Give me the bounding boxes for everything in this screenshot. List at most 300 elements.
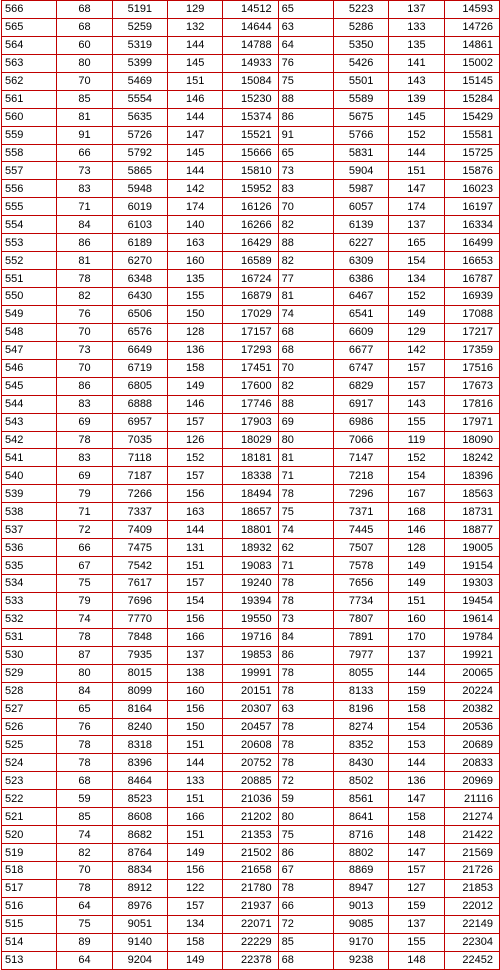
table-cell: 81 [278,449,333,467]
table-cell: 78 [57,270,112,288]
table-cell: 535 [2,557,57,575]
table-cell: 6467 [333,288,388,306]
table-cell: 74 [278,521,333,539]
table-cell: 66 [278,897,333,915]
table-cell: 70 [57,323,112,341]
table-cell: 546 [2,359,57,377]
table-cell: 160 [167,252,222,270]
table-cell: 149 [167,844,222,862]
table-cell: 8133 [333,682,388,700]
table-cell: 8099 [112,682,167,700]
table-cell: 6805 [112,377,167,395]
table-cell: 158 [389,700,444,718]
table-cell: 6576 [112,323,167,341]
table-cell: 561 [2,90,57,108]
table-cell: 537 [2,521,57,539]
table-cell: 19853 [223,646,278,664]
table-cell: 59 [57,790,112,808]
table-cell: 519 [2,844,57,862]
table-cell: 73 [278,610,333,628]
table-cell: 154 [389,252,444,270]
table-cell: 78 [57,879,112,897]
table-cell: 6649 [112,341,167,359]
table-cell: 9085 [333,915,388,933]
table-cell: 137 [389,915,444,933]
table-cell: 19454 [444,592,499,610]
table-cell: 9238 [333,951,388,969]
table-cell: 154 [389,718,444,736]
table-cell: 21502 [223,844,278,862]
table-cell: 22378 [223,951,278,969]
table-cell: 6609 [333,323,388,341]
table-cell: 8523 [112,790,167,808]
table-row [2,323,500,341]
table-cell: 5987 [333,180,388,198]
table-cell: 73 [57,162,112,180]
table-cell: 5904 [333,162,388,180]
table-cell: 18563 [444,485,499,503]
table-cell: 8396 [112,754,167,772]
table-cell: 152 [389,288,444,306]
table-cell: 8764 [112,844,167,862]
table-cell: 76 [278,54,333,72]
table-cell: 21422 [444,826,499,844]
table-cell: 59 [278,790,333,808]
table-row [2,18,500,36]
table-cell: 15084 [223,72,278,90]
table-row [2,646,500,664]
table-cell: 6957 [112,413,167,431]
table-row [2,592,500,610]
table-cell: 21658 [223,862,278,880]
table-cell: 16939 [444,288,499,306]
table-cell: 81 [278,288,333,306]
table-cell: 78 [57,431,112,449]
table-cell: 15810 [223,162,278,180]
table-cell: 15876 [444,162,499,180]
table-cell: 168 [389,503,444,521]
table-cell: 20969 [444,772,499,790]
table-cell: 174 [389,198,444,216]
table-cell: 143 [389,72,444,90]
table-row [2,610,500,628]
table-cell: 78 [278,575,333,593]
table-cell: 86 [57,234,112,252]
table-cell: 7807 [333,610,388,628]
table-cell: 76 [57,718,112,736]
table-cell: 147 [389,790,444,808]
table-cell: 146 [167,90,222,108]
table-cell: 14512 [223,1,278,19]
table-cell: 20151 [223,682,278,700]
table-cell: 523 [2,772,57,790]
table-cell: 5554 [112,90,167,108]
table-cell: 562 [2,72,57,90]
table-cell: 5223 [333,1,388,19]
table-cell: 72 [278,915,333,933]
table-row [2,575,500,593]
table-cell: 149 [389,557,444,575]
table-cell: 128 [167,323,222,341]
table-row [2,826,500,844]
table-cell: 17157 [223,323,278,341]
table-cell: 134 [167,915,222,933]
table-cell: 84 [57,216,112,234]
table-cell: 21780 [223,879,278,897]
table-cell: 8834 [112,862,167,880]
table-cell: 15284 [444,90,499,108]
table-cell: 70 [57,862,112,880]
table-cell: 531 [2,628,57,646]
table-cell: 19240 [223,575,278,593]
table-cell: 5831 [333,144,388,162]
table-cell: 17451 [223,359,278,377]
table-cell: 148 [389,951,444,969]
table-cell: 71 [57,503,112,521]
table-cell: 7696 [112,592,167,610]
table-cell: 83 [57,395,112,413]
table-row [2,305,500,323]
table-row [2,700,500,718]
table-cell: 18657 [223,503,278,521]
table-cell: 88 [278,90,333,108]
table-row [2,252,500,270]
table-cell: 151 [167,72,222,90]
table-row [2,270,500,288]
table-cell: 7656 [333,575,388,593]
table-cell: 8976 [112,897,167,915]
table-cell: 144 [167,754,222,772]
table-cell: 80 [278,431,333,449]
table-cell: 7266 [112,485,167,503]
table-cell: 129 [167,1,222,19]
table-cell: 83 [57,180,112,198]
table-cell: 74 [278,305,333,323]
table-cell: 8912 [112,879,167,897]
table-row [2,234,500,252]
table-cell: 137 [167,646,222,664]
table-cell: 78 [278,754,333,772]
table-cell: 159 [389,682,444,700]
table-cell: 17600 [223,377,278,395]
table-cell: 71 [57,198,112,216]
table-cell: 7371 [333,503,388,521]
table-row [2,628,500,646]
table-cell: 532 [2,610,57,628]
table-row [2,144,500,162]
table-cell: 70 [57,359,112,377]
table-cell: 518 [2,862,57,880]
table-cell: 8802 [333,844,388,862]
table-cell: 19303 [444,575,499,593]
table-cell: 86 [278,844,333,862]
table-cell: 70 [278,359,333,377]
table-cell: 18090 [444,431,499,449]
table-cell: 146 [389,521,444,539]
table-cell: 119 [389,431,444,449]
table-row [2,879,500,897]
table-cell: 15952 [223,180,278,198]
table-cell: 6888 [112,395,167,413]
table-cell: 20833 [444,754,499,772]
table-cell: 8464 [112,772,167,790]
table-cell: 18494 [223,485,278,503]
table-row [2,862,500,880]
table-cell: 6386 [333,270,388,288]
table-cell: 19921 [444,646,499,664]
table-cell: 135 [167,270,222,288]
table-cell: 157 [167,467,222,485]
table-cell: 143 [389,395,444,413]
table-cell: 527 [2,700,57,718]
table-cell: 20689 [444,736,499,754]
table-cell: 22452 [444,951,499,969]
table-row [2,915,500,933]
table-cell: 154 [167,592,222,610]
table-cell: 560 [2,108,57,126]
table-cell: 17971 [444,413,499,431]
table-cell: 166 [167,808,222,826]
table-cell: 5426 [333,54,388,72]
table-row [2,736,500,754]
table-cell: 540 [2,467,57,485]
table-cell: 151 [389,592,444,610]
table-cell: 5865 [112,162,167,180]
table-cell: 16266 [223,216,278,234]
table-cell: 152 [389,126,444,144]
table-cell: 149 [389,305,444,323]
table-cell: 79 [57,592,112,610]
table-cell: 6829 [333,377,388,395]
table-cell: 17903 [223,413,278,431]
table-row [2,664,500,682]
table-cell: 6309 [333,252,388,270]
table-cell: 21202 [223,808,278,826]
table-cell: 7218 [333,467,388,485]
table-cell: 516 [2,897,57,915]
table-cell: 70 [278,198,333,216]
table-cell: 15666 [223,144,278,162]
table-cell: 19154 [444,557,499,575]
table-row [2,449,500,467]
table-row [2,933,500,951]
table-cell: 17217 [444,323,499,341]
table-cell: 18731 [444,503,499,521]
table-cell: 144 [167,108,222,126]
table-cell: 5635 [112,108,167,126]
table-cell: 16787 [444,270,499,288]
table-cell: 152 [389,449,444,467]
table-cell: 6227 [333,234,388,252]
table-cell: 18242 [444,449,499,467]
table-cell: 16724 [223,270,278,288]
table-cell: 16879 [223,288,278,306]
table-cell: 18181 [223,449,278,467]
table-cell: 89 [57,933,112,951]
table-row [2,521,500,539]
table-cell: 17516 [444,359,499,377]
table-cell: 6541 [333,305,388,323]
table-cell: 20224 [444,682,499,700]
table-cell: 7409 [112,521,167,539]
table-cell: 18877 [444,521,499,539]
score-table-body [2,1,500,970]
table-cell: 16589 [223,252,278,270]
table-cell: 68 [57,1,112,19]
table-cell: 8502 [333,772,388,790]
table-cell: 72 [278,772,333,790]
table-cell: 14933 [223,54,278,72]
table-cell: 159 [389,897,444,915]
table-cell: 6917 [333,395,388,413]
table-cell: 145 [389,108,444,126]
table-cell: 6430 [112,288,167,306]
table-cell: 22304 [444,933,499,951]
table-cell: 18338 [223,467,278,485]
table-cell: 126 [167,431,222,449]
table-cell: 157 [389,377,444,395]
table-cell: 7891 [333,628,388,646]
table-cell: 5726 [112,126,167,144]
table-cell: 147 [389,180,444,198]
table-cell: 78 [278,736,333,754]
table-row [2,341,500,359]
table-cell: 71 [278,557,333,575]
table-cell: 19614 [444,610,499,628]
table-cell: 71 [278,467,333,485]
table-cell: 545 [2,377,57,395]
table-row [2,126,500,144]
table-cell: 5191 [112,1,167,19]
table-cell: 144 [167,162,222,180]
table-cell: 17293 [223,341,278,359]
table-cell: 75 [278,503,333,521]
table-cell: 68 [57,772,112,790]
table-cell: 534 [2,575,57,593]
table-cell: 7770 [112,610,167,628]
table-cell: 63 [278,700,333,718]
table-cell: 157 [167,575,222,593]
table-cell: 19083 [223,557,278,575]
table-row [2,557,500,575]
table-cell: 6103 [112,216,167,234]
table-cell: 20382 [444,700,499,718]
table-cell: 78 [278,592,333,610]
table-cell: 138 [167,664,222,682]
table-row [2,1,500,19]
table-cell: 83 [57,449,112,467]
table-row [2,377,500,395]
table-cell: 77 [278,270,333,288]
table-cell: 8274 [333,718,388,736]
table-cell: 566 [2,1,57,19]
table-cell: 151 [167,826,222,844]
table-cell: 75 [57,915,112,933]
table-cell: 549 [2,305,57,323]
table-cell: 524 [2,754,57,772]
table-cell: 16023 [444,180,499,198]
table-cell: 9051 [112,915,167,933]
table-cell: 20307 [223,700,278,718]
table-cell: 8608 [112,808,167,826]
table-cell: 20608 [223,736,278,754]
table-cell: 22071 [223,915,278,933]
table-cell: 5350 [333,36,388,54]
table-cell: 18801 [223,521,278,539]
table-cell: 7035 [112,431,167,449]
table-row [2,288,500,306]
table-cell: 122 [167,879,222,897]
table-cell: 21937 [223,897,278,915]
table-cell: 7445 [333,521,388,539]
table-cell: 18029 [223,431,278,449]
table-cell: 78 [278,485,333,503]
table-cell: 66 [57,539,112,557]
table-cell: 158 [167,359,222,377]
table-cell: 19991 [223,664,278,682]
table-cell: 151 [167,790,222,808]
table-cell: 21353 [223,826,278,844]
table-cell: 78 [278,682,333,700]
table-cell: 78 [278,718,333,736]
table-cell: 82 [278,216,333,234]
table-cell: 7475 [112,539,167,557]
table-cell: 15581 [444,126,499,144]
table-cell: 7578 [333,557,388,575]
table-cell: 150 [167,305,222,323]
table-cell: 22229 [223,933,278,951]
table-row [2,216,500,234]
table-cell: 15230 [223,90,278,108]
table-cell: 6719 [112,359,167,377]
table-cell: 151 [167,557,222,575]
table-row [2,844,500,862]
table-cell: 6747 [333,359,388,377]
table-cell: 18396 [444,467,499,485]
table-cell: 15374 [223,108,278,126]
table-cell: 521 [2,808,57,826]
table-cell: 73 [57,341,112,359]
table-cell: 82 [278,377,333,395]
table-cell: 20065 [444,664,499,682]
table-cell: 68 [278,323,333,341]
table-cell: 557 [2,162,57,180]
table-cell: 147 [167,126,222,144]
table-row [2,951,500,969]
table-cell: 153 [389,736,444,754]
table-cell: 152 [167,449,222,467]
table-row [2,36,500,54]
table-cell: 8318 [112,736,167,754]
table-cell: 22149 [444,915,499,933]
table-cell: 21036 [223,790,278,808]
table-cell: 133 [389,18,444,36]
table-row [2,808,500,826]
table-cell: 8641 [333,808,388,826]
table-cell: 86 [57,377,112,395]
table-cell: 127 [389,879,444,897]
table-row [2,108,500,126]
table-cell: 136 [389,772,444,790]
table-cell: 7617 [112,575,167,593]
table-cell: 82 [278,252,333,270]
table-cell: 5259 [112,18,167,36]
table-cell: 539 [2,485,57,503]
table-cell: 6057 [333,198,388,216]
table-cell: 6189 [112,234,167,252]
table-cell: 19005 [444,539,499,557]
table-row [2,395,500,413]
